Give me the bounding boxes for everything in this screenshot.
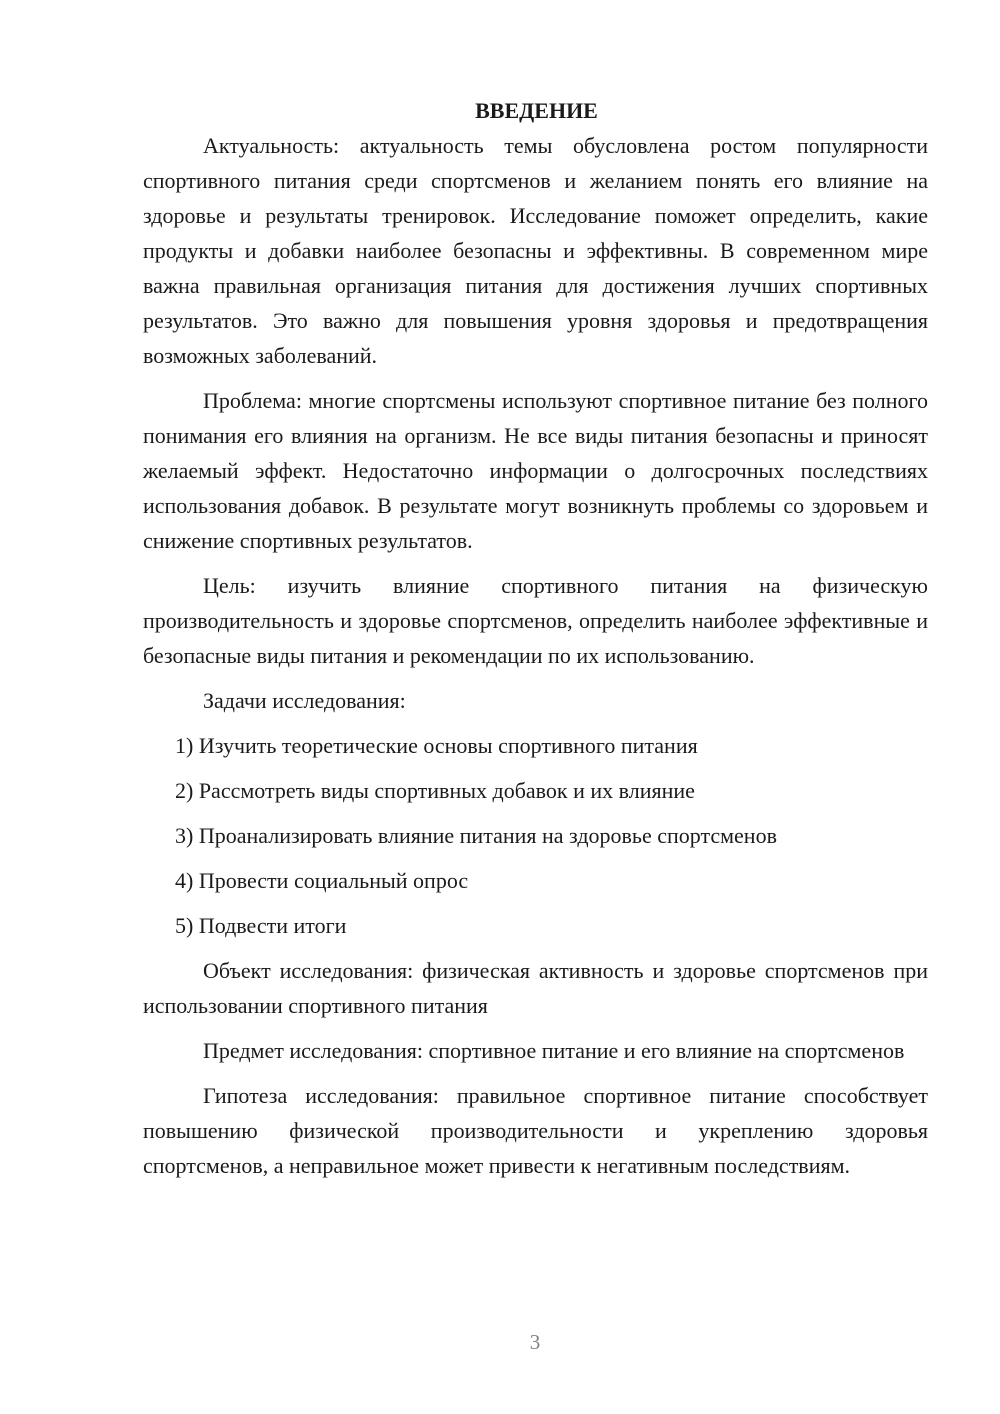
page-title: ВВЕДЕНИЕ	[475, 98, 598, 123]
tasks-list	[143, 728, 928, 943]
list-item: 3) Проанализировать влияние питания на здоровье спортсменов	[175, 823, 777, 848]
hypothesis-paragraph: Гипотеза исследования: правильное спортивное питание способствует повышению физической производительности и укреплению здоровья спортсменов, а неправильное может привести к негативным последствиям.	[143, 1083, 928, 1178]
list-item: 1) Изучить теоретические основы спортивного питания	[175, 733, 698, 758]
page-number: 3	[529, 1330, 541, 1354]
object-paragraph: Объект исследования: физическая активность и здоровье спортсменов при использовании спортивного питания	[143, 958, 928, 1018]
goal-paragraph: Цель: изучить влияние спортивного питания на физическую производительность и здоровье спортсменов, определить наиболее эффективные и безопасные виды питания и рекомендации по их использованию.	[143, 573, 928, 668]
problem-paragraph: Проблема: многие спортсмены используют спортивное питание без полного понимания его влияния на организм. Не все виды питания безопасны и приносят желаемый эффект. Недостаточно информации о долгосрочных последствиях использования добавок. В результате могут возникнуть проблемы со здоровьем и снижение спортивных результатов.	[143, 388, 928, 553]
relevance-paragraph: Актуальность: актуальность темы обусловлена ростом популярности спортивного питания среди спортсменов и желанием понять его влияние на здоровье и результаты тренировок. Исследование поможет определить, какие продукты и добавки наиболее безопасны и эффективны. В современном мире важна правильная организация питания для достижения лучших спортивных результатов. Это важно для повышения уровня здоровья и предотвращения возможных заболеваний.	[143, 133, 928, 368]
tasks-heading: Задачи исследования:	[203, 688, 406, 713]
list-item: 2) Рассмотреть виды спортивных добавок и их влияние	[175, 778, 695, 803]
subject-paragraph: Предмет исследования: спортивное питание и его влияние на спортсменов	[203, 1038, 905, 1063]
list-item: 4) Провести социальный опрос	[175, 868, 469, 893]
document-page	[143, 93, 928, 1193]
list-item: 5) Подвести итоги	[175, 913, 347, 938]
